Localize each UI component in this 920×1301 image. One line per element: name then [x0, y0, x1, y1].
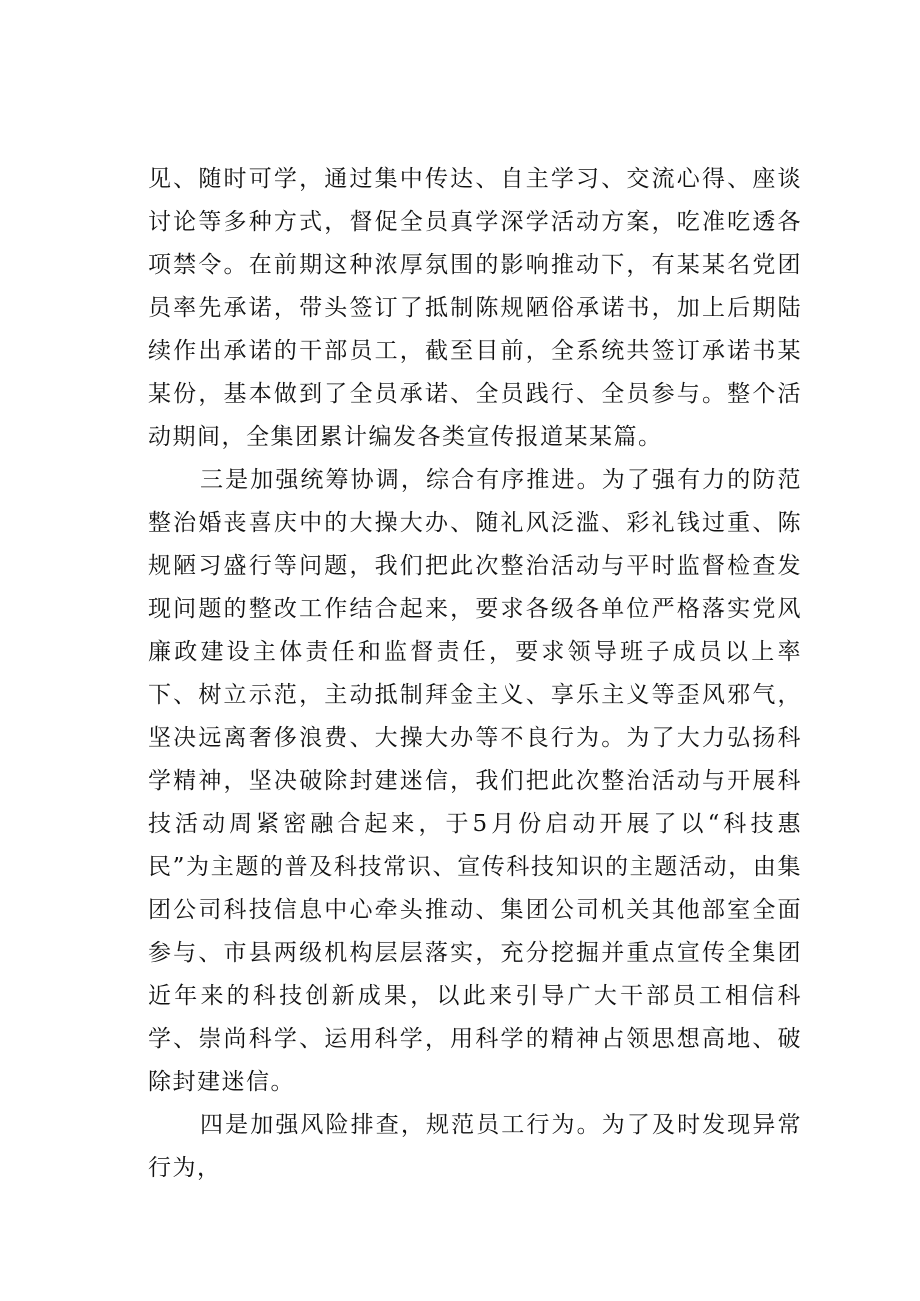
paragraph-continued: 见、随时可学，通过集中传达、自主学习、交流心得、座谈讨论等多种方式，督促全员真学深学活动方案，吃准吃透各项禁令。在前期这种浓厚氛围的影响推动下，有某某名党团员率先承诺，带头签订了抵制陈规陋俗承诺书，加上后期陆续作出承诺的干部员工，截至目前，全系统共签订承诺书某某份，基本做到了全员承诺、全员践行、全员参与。整个活动期间，全集团累计编发各类宣传报道某某篇。 [148, 166, 802, 450]
paragraph-item-three: 三是加强统筹协调，综合有序推进。为了强有力的防范整治婚丧喜庆中的大操大办、随礼风泛滥、彩礼钱过重、陈规陋习盛行等问题，我们把此次整治活动与平时监督检查发现问题的整改工作结合起来，要求各级各单位严格落实党风廉政建设主体责任和监督责任，要求领导班子成员以上率下、树立示范，主动抵制拜金主义、享乐主义等歪风邪气，坚决远离奢侈浪费、大操大办等不良行为。为了大力弘扬科学精神，坚决破除封建迷信，我们把此次整治活动与开展科技活动周紧密融合起来，于5月份启动开展了以“科技惠民”为主题的普及科技常识、宣传科技知识的主题活动，由集团公司科技信息中心牵头推动、集团公司机关其他部室全面参与、市县两级机构层层落实，充分挖掘并重点宣传全集团近年来的科技创新成果，以此来引导广大干部员工相信科学、崇尚科学、运用科学，用科学的精神占领思想高地、破除封建迷信。 [148, 467, 802, 1095]
paragraph-item-four: 四是加强风险排查，规范员工行为。为了及时发现异常行为， [148, 1112, 802, 1181]
document-body [148, 158, 802, 1190]
